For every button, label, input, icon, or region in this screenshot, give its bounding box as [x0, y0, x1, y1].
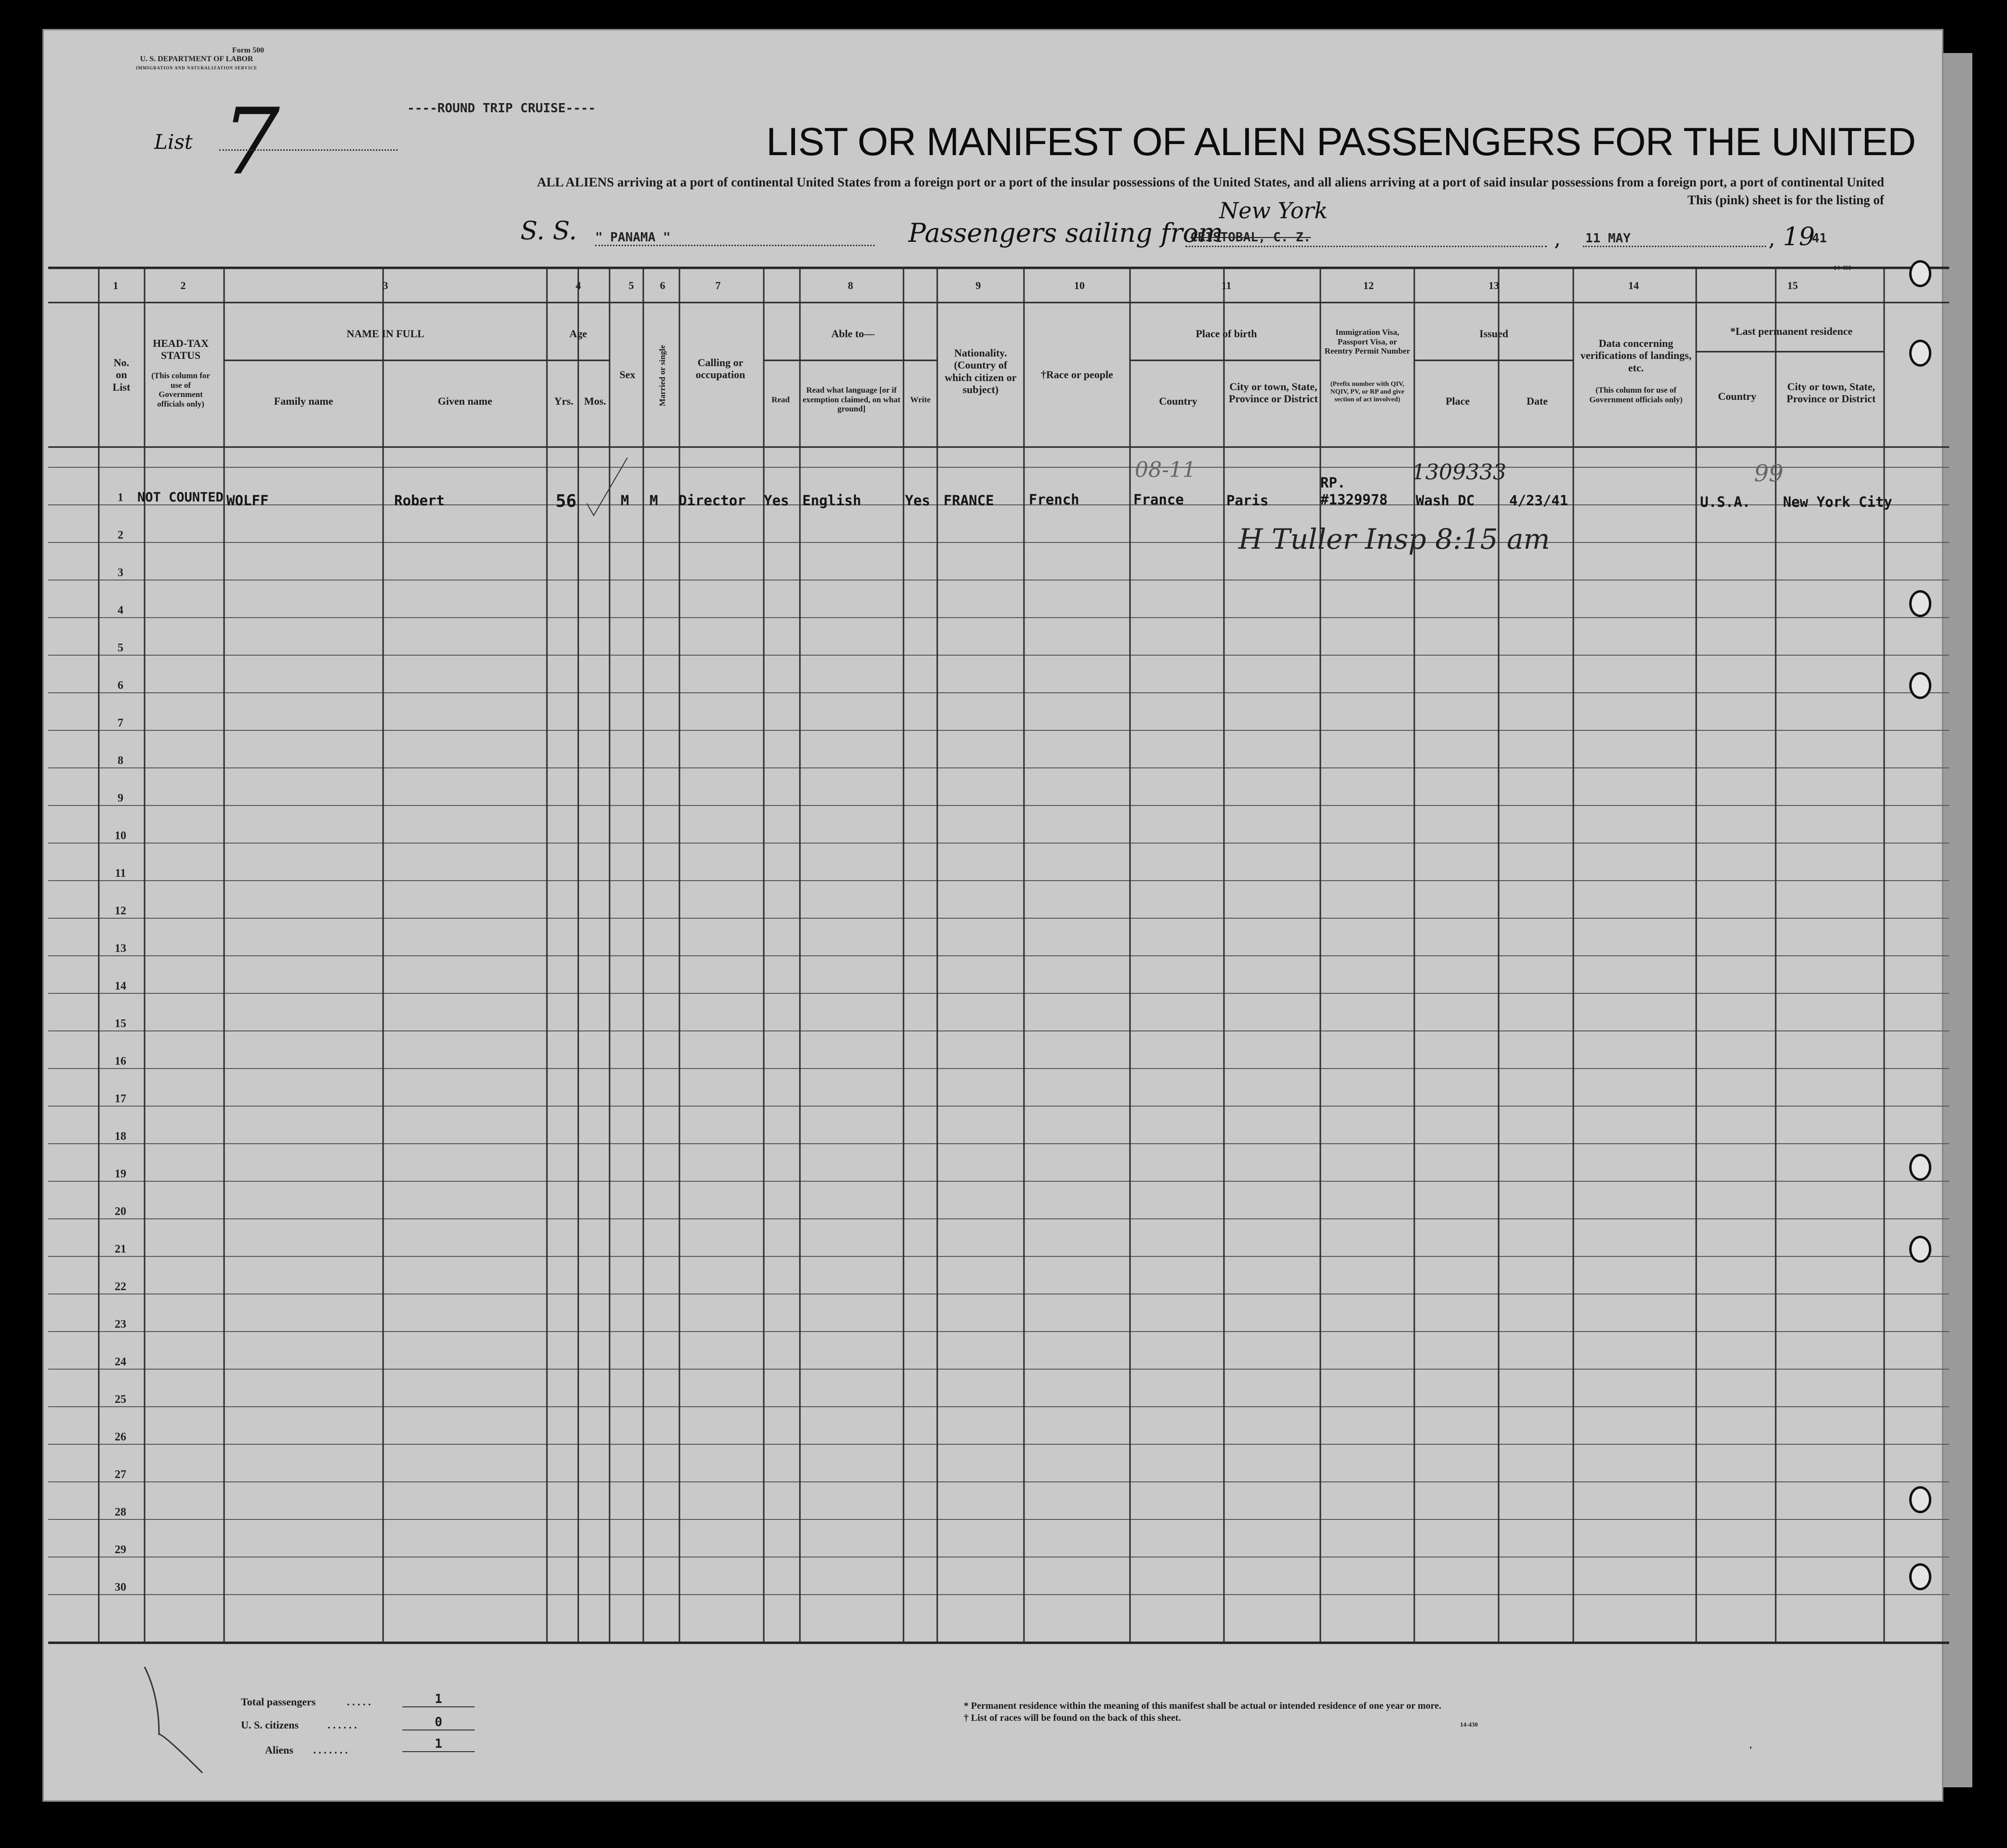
ss-label: S. S. — [520, 217, 577, 246]
hdr-age: Age — [569, 328, 587, 340]
cruise-note: ----ROUND TRIP CRUISE---- — [407, 101, 596, 116]
hdr-married: Married or single — [658, 345, 667, 407]
hdr-family-name: Family name — [274, 395, 333, 407]
total-passengers-value: 1 — [402, 1692, 475, 1707]
punch-hole — [1909, 340, 1931, 367]
hdr-visa: Immigration Visa, Passport Visa, or Reentry Permit Number — [1324, 328, 1410, 356]
visa-handwritten: 1309333 — [1412, 460, 1506, 485]
race: French — [1029, 491, 1079, 508]
col-number-14: 14 — [1628, 279, 1639, 291]
row-number: 10 — [115, 830, 126, 842]
occupation: Director — [678, 492, 746, 509]
comma2: , — [1768, 226, 1775, 251]
punch-hole — [1909, 1236, 1931, 1263]
visa-number: #1329978 — [1320, 491, 1388, 508]
row-number: 3 — [118, 567, 123, 579]
aliens-value: 1 — [402, 1737, 475, 1752]
manifest-title: LIST OR MANIFEST OF ALIEN PASSENGERS FOR THE UNITED — [766, 120, 1916, 164]
language: English — [802, 492, 862, 509]
row-number: 29 — [115, 1544, 126, 1556]
hdr-head-tax: HEAD-TAX STATUS — [153, 337, 209, 362]
hdr-given-name: Given name — [438, 395, 492, 407]
age-yrs: 56 — [556, 491, 577, 511]
hdr-write: Write — [910, 395, 931, 404]
footnote-permanent: * Permanent residence within the meaning of this manifest shall be actual or intended residence of one year or more. — [964, 1701, 1442, 1711]
hdr-verif: Data concerning verifications of landings, etc. — [1580, 337, 1692, 374]
hdr-calling: Calling or occupation — [695, 356, 745, 381]
res-city: New York City — [1783, 494, 1892, 510]
row-number: 2 — [118, 529, 123, 541]
head-tax-status: NOT COUNTED — [137, 490, 224, 505]
row-number: 17 — [115, 1093, 126, 1105]
punch-hole — [1909, 1486, 1931, 1513]
row-number: 20 — [115, 1205, 126, 1218]
dots-3: . . . . . . . — [313, 1744, 348, 1756]
list-mark — [145, 1667, 202, 1773]
hdr-mos: Mos. — [584, 395, 606, 407]
row-number: 21 — [115, 1243, 126, 1255]
form-code-top: 14-430 — [1834, 264, 1851, 271]
hdr-read: Read — [771, 395, 790, 404]
hdr-name-in-full: NAME IN FULL — [346, 328, 425, 340]
col-number-11: 11 — [1221, 279, 1232, 291]
read: Yes — [764, 492, 789, 509]
footnote-mark: ' — [1749, 1744, 1753, 1756]
row-number: 18 — [115, 1130, 126, 1143]
hdr-issued-place: Place — [1445, 395, 1470, 407]
instructions: ALL ALIENS arriving at a port of continental United States from a foreign port or a port of the insular possessions of the United States, and all aliens arriving at a port of said insular possessions from a foreign port, a port of continental United — [537, 175, 1884, 189]
ship-name: " PANAMA " — [595, 230, 671, 245]
row-number: 15 — [115, 1017, 126, 1030]
res-code: 99 — [1754, 460, 1784, 487]
form-number: Form 500 — [232, 46, 264, 54]
punch-hole — [1909, 260, 1931, 287]
issued-date: 4/23/41 — [1509, 492, 1568, 509]
col-number-1: 1 — [113, 279, 119, 291]
hdr-pob-city: City or town, State, Province or District — [1229, 381, 1318, 405]
list-number: 7 — [222, 89, 280, 195]
hdr-able-to: Able to— — [831, 328, 875, 340]
hdr-read-lang: Read what language [or if exemption claimed, on what ground] — [802, 385, 901, 414]
col-number-6: 6 — [660, 279, 665, 291]
col-number-9: 9 — [975, 279, 981, 291]
service: IMMIGRATION AND NATURALIZATION SERVICE — [136, 66, 257, 70]
row-number: 19 — [115, 1168, 126, 1180]
us-citizens-label: U. S. citizens — [241, 1719, 299, 1731]
row-number: 27 — [115, 1468, 126, 1481]
row-number: 14 — [115, 980, 126, 992]
visa-prefix: RP. — [1320, 475, 1346, 491]
hdr-issued-date: Date — [1527, 395, 1548, 407]
row-number: 22 — [115, 1280, 126, 1293]
row-number: 28 — [115, 1506, 126, 1518]
year-prefix: 19 — [1783, 223, 1815, 251]
hdr-issued: Issued — [1479, 328, 1508, 340]
col-number-8: 8 — [848, 279, 853, 291]
col-number-15: 15 — [1787, 279, 1798, 291]
row-number: 30 — [115, 1581, 126, 1594]
row-number: 4 — [118, 604, 123, 617]
birth-city: Paris — [1226, 492, 1269, 509]
col-number-4: 4 — [575, 279, 581, 291]
hdr-head-tax-note: (This column for use of Government officials only) — [151, 371, 210, 409]
punch-hole — [1909, 590, 1931, 617]
hdr-verif-note: (This column for use of Government officials only) — [1589, 385, 1683, 404]
issued-place: Wash DC — [1416, 492, 1475, 509]
punch-hole — [1909, 1563, 1931, 1590]
row-number: 9 — [118, 792, 123, 805]
family-name: WOLFF — [226, 492, 269, 509]
col-number-7: 7 — [715, 279, 721, 291]
pob-code: 08-11 — [1135, 458, 1196, 482]
department: U. S. DEPARTMENT OF LABOR — [140, 55, 253, 63]
write: Yes — [905, 492, 930, 509]
nationality: FRANCE — [944, 492, 994, 509]
row-number: 26 — [115, 1431, 126, 1443]
col-number-10: 10 — [1074, 279, 1085, 291]
hdr-no-on-list: No. on List — [112, 356, 131, 393]
col-number-2: 2 — [180, 279, 186, 291]
hdr-race: †Race or people — [1041, 369, 1113, 381]
hdr-lr-city: City or town, State, Province or District — [1786, 381, 1876, 405]
hdr-visa-note: (Prefix number with QIV, NQIV, PV, or RP and give section of act involved) — [1330, 381, 1405, 404]
row-number: 13 — [115, 942, 126, 955]
us-citizens-value: 0 — [402, 1715, 475, 1730]
pink-sheet-note: This (pink) sheet is for the listing of — [1687, 193, 1884, 207]
punch-hole — [1909, 672, 1931, 699]
row-number: 6 — [118, 679, 123, 692]
col-number-3: 3 — [383, 279, 388, 291]
dots-2: . . . . . . — [328, 1719, 357, 1731]
hdr-sex: Sex — [619, 369, 636, 381]
birth-country: France — [1133, 491, 1184, 508]
hdr-nationality: Nationality. (Country of which citizen or subject) — [944, 347, 1017, 396]
sex: M — [621, 492, 629, 509]
year-suffix: 41 — [1812, 231, 1827, 246]
comma: , — [1554, 226, 1561, 251]
port-handwritten: New York — [1219, 198, 1328, 224]
hdr-place-of-birth: Place of birth — [1196, 328, 1257, 340]
row-number: 11 — [115, 867, 126, 880]
col-number-12: 12 — [1363, 279, 1374, 291]
footnote-code: 14-430 — [1460, 1721, 1478, 1728]
row-number: 7 — [118, 717, 123, 729]
row-number: 8 — [118, 754, 123, 767]
punch-hole — [1909, 1154, 1931, 1181]
hdr-last-res: *Last permanent residence — [1730, 325, 1853, 337]
res-country: U.S.A. — [1700, 494, 1751, 510]
row-number: 1 — [118, 491, 123, 504]
port-struck: CRISTOBAL, C. Z. — [1190, 230, 1311, 245]
row-number: 23 — [115, 1318, 126, 1331]
hdr-pob-country: Country — [1159, 395, 1197, 407]
list-label: List — [154, 130, 193, 154]
married-single: M — [650, 492, 658, 509]
hdr-yrs: Yrs. — [554, 395, 573, 407]
row-number: 12 — [115, 905, 126, 917]
row-number: 5 — [118, 642, 123, 654]
given-name: Robert — [394, 492, 445, 509]
col-number-13: 13 — [1489, 279, 1499, 291]
total-passengers-label: Total passengers — [241, 1696, 316, 1708]
sailing-label: Passengers sailing from — [908, 218, 1223, 248]
row-number: 25 — [115, 1393, 126, 1406]
hdr-lr-country: Country — [1718, 390, 1756, 402]
dots-1: . . . . . — [347, 1696, 371, 1708]
row-number: 24 — [115, 1356, 126, 1368]
sailing-date: 11 MAY — [1585, 231, 1631, 246]
inspector-note: H Tuller Insp 8:15 am — [1238, 523, 1550, 555]
aliens-label: Aliens — [265, 1744, 293, 1756]
row-number: 16 — [115, 1055, 126, 1068]
col-number-5: 5 — [628, 279, 634, 291]
footnote-races: † List of races will be found on the back of this sheet. — [964, 1713, 1181, 1723]
